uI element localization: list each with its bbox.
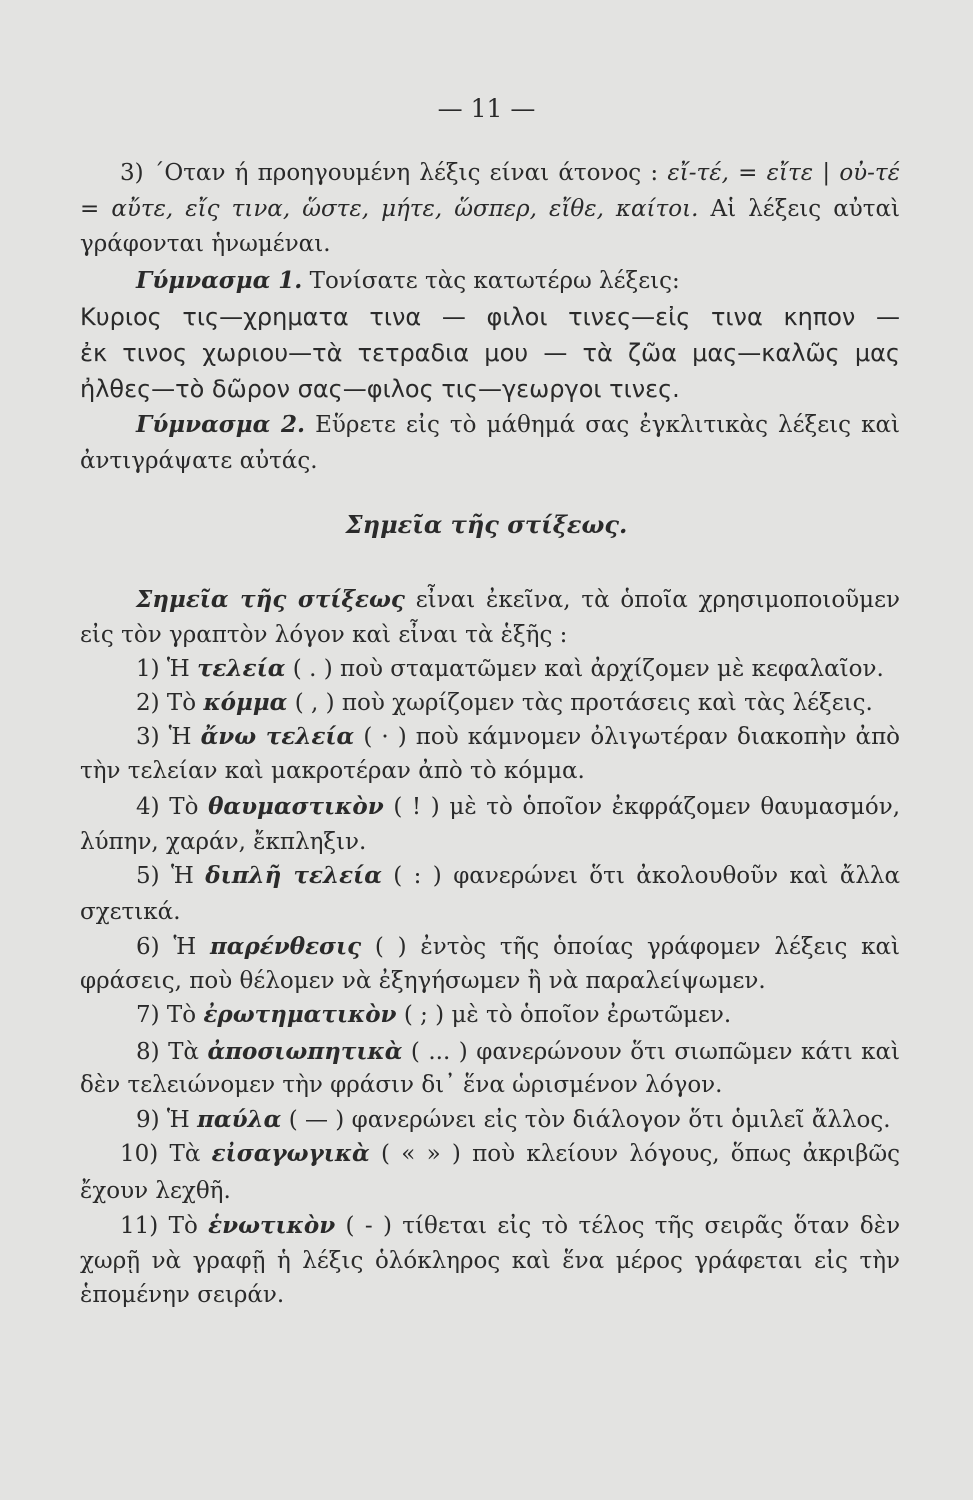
example-words: αὔτε, εἴς τινα, ὥστε, μήτε, ὥσπερ, εἴθε, καίτοι. (111, 196, 699, 222)
item-continuation: φράσεις, ποὺ θέλομεν νὰ ἐξηγήσωμεν ἢ νὰ παραλείψωμεν. (80, 968, 766, 994)
item-continuation: ἑπομένην σειράν. (80, 1282, 285, 1308)
item-article: Ἡ (166, 1107, 190, 1133)
item-text: τίθεται εἰς τὸ τέλος τῆς σειρᾶς ὅταν δὲν (402, 1213, 901, 1239)
item-text: φανερώνει εἰς τὸν διάλογον ὅτι ὁμιλεῖ ἄλλος. (351, 1107, 891, 1133)
item-number: 11) (120, 1213, 159, 1239)
item-number: 1) (136, 656, 160, 682)
item-text: ἐντὸς τῆς ὁποίας γράφομεν λέξεις καὶ (420, 934, 901, 960)
item-number: 9) (136, 1107, 160, 1133)
item-symbol: ( ... ) (410, 1039, 468, 1065)
rule-number: 3) (120, 160, 144, 186)
item-symbol: ( . ) (292, 656, 333, 682)
intro-term: Σημεῖα τῆς στίξεως (136, 586, 405, 613)
rule3-line2 (80, 194, 900, 224)
exercise1-line1: Κυριος τις—χρηματα τινα — φιλοι τινες—εἰς τινα κηπον — (80, 303, 900, 331)
item-text: ποὺ χωρίζομεν τὰς προτάσεις καὶ τὰς λέξεις. (341, 690, 873, 716)
exercise-label: Γύμνασμα 1. (136, 267, 303, 294)
example-word: εἴ-τέ, (667, 160, 729, 186)
exercise-label: Γύμνασμα 2. (136, 411, 306, 438)
item-term: παύλα (197, 1106, 282, 1133)
item-term: κόμμα (203, 689, 288, 716)
item-text: φανερώνουν ὅτι σιωπῶμεν κάτι καὶ (476, 1039, 901, 1065)
item-article: Τὰ (169, 1141, 201, 1167)
item-text: μὲ τὸ ὁποῖον ἐκφράζομεν θαυμασμόν, (449, 794, 901, 820)
exercise1-line2: ἐκ τινος χωριου—τὰ τετραδια μου — τὰ ζῶα μας—καλῶς μας (80, 339, 900, 367)
item-number: 6) (136, 934, 160, 960)
item-article: Τὸ (169, 794, 199, 820)
item-term: τελεία (197, 655, 286, 682)
item-number: 7) (136, 1002, 160, 1028)
list-item (136, 792, 900, 822)
example-word: οὐ-τέ (839, 160, 900, 186)
item-term: ἐρωτηματικὸν (203, 1001, 397, 1028)
item-continuation: λύπην, χαράν, ἔκπληξιν. (80, 829, 367, 855)
item-term: ἀποσιωπητικὰ (207, 1038, 403, 1065)
page-number: — 11 — (437, 94, 536, 123)
item-continuation: σχετικά. (80, 899, 181, 925)
list-item (136, 1105, 900, 1135)
item-text: φανερώνει ὅτι ἀκολουθοῦν καὶ ἄλλα (453, 863, 901, 889)
item-symbol: ( · ) (363, 724, 407, 750)
item-number: 3) (136, 724, 160, 750)
item-symbol: ( ) (374, 934, 407, 960)
item-text: ποὺ κλείουν λόγους, ὅπως ἀκριβῶς (472, 1141, 901, 1167)
rule-text: Αἱ λέξεις αὐταὶ (710, 196, 901, 222)
example-equivalent: = εἴτε | (738, 160, 831, 186)
item-symbol: ( — ) (288, 1107, 345, 1133)
item-text: ποὺ κάμνομεν ὀλιγωτέραν διακοπὴν ἀπὸ (415, 724, 901, 750)
item-continuation: δὲν τελειώνομεν τὴν φράσιν δι᾿ ἕνα ὡρισμένον λόγον. (80, 1072, 723, 1098)
item-article: Ἡ (168, 724, 192, 750)
item-article: Ἡ (166, 656, 190, 682)
exercise2-line1 (136, 410, 900, 440)
item-symbol: ( - ) (345, 1213, 392, 1239)
item-term: ἄνω τελεία (200, 723, 355, 750)
item-number: 8) (136, 1039, 160, 1065)
list-item (136, 861, 900, 891)
section-heading: Σημεῖα τῆς στίξεως. (345, 510, 628, 539)
item-symbol: ( : ) (393, 863, 442, 889)
list-item (136, 688, 900, 718)
item-article: Ἡ (171, 863, 194, 889)
rule3-line3: γράφονται ἡνωμέναι. (80, 231, 331, 257)
intro-text: εἶναι ἐκεῖνα, τὰ ὁποῖα χρησιμοποιοῦμεν (415, 587, 901, 613)
item-article: Τὸ (166, 1002, 197, 1028)
item-term: ἑνωτικὸν (208, 1212, 336, 1239)
item-article: Τὸ (166, 690, 197, 716)
item-continuation: ἔχουν λεχθῆ. (80, 1178, 231, 1204)
item-symbol: ( ! ) (393, 794, 440, 820)
item-continuation: τὴν τελείαν καὶ μακροτέραν ἀπὸ τὸ κόμμα. (80, 758, 585, 784)
item-text: ποὺ σταματῶμεν καὶ ἀρχίζομεν μὲ κεφαλαῖον. (339, 656, 884, 682)
example-equivalent: = (80, 196, 100, 222)
item-term: εἰσαγωγικὰ (211, 1140, 370, 1167)
item-number: 10) (120, 1141, 159, 1167)
exercise1-heading (136, 266, 900, 296)
list-item (136, 722, 900, 752)
item-symbol: ( ; ) (403, 1002, 445, 1028)
item-number: 4) (136, 794, 160, 820)
rule3-line1 (120, 158, 900, 188)
item-number: 5) (136, 863, 160, 889)
list-item (120, 1139, 900, 1169)
item-symbol: ( « » ) (381, 1141, 461, 1167)
exercise-instruction: Εὕρετε εἰς τὸ μάθημά σας ἐγκλιτικὰς λέξεις καὶ (315, 412, 900, 438)
list-item (136, 932, 900, 962)
item-article: Τὸ (168, 1213, 198, 1239)
list-item (136, 654, 900, 684)
list-item (136, 1000, 900, 1030)
list-item (136, 1037, 900, 1067)
exercise1-line3: ἠλθες—τὸ δῶρον σας—φιλος τις—γεωργοι τινες. (80, 375, 680, 403)
rule-text: ΄Οταν ή προηγουμένη λέξις είναι άτονος : (152, 160, 659, 186)
intro-line1 (136, 585, 900, 615)
item-term: διπλῆ τελεία (205, 862, 382, 889)
item-article: Τὰ (168, 1039, 199, 1065)
item-term: παρένθεσις (209, 933, 362, 960)
item-text: μὲ τὸ ὁποῖον ἐρωτῶμεν. (451, 1002, 732, 1028)
intro-line2: εἰς τὸν γραπτὸν λόγον καὶ εἶναι τὰ ἑξῆς : (80, 622, 568, 648)
item-continuation: χωρῇ νὰ γραφῇ ἡ λέξις ὁλόκληρος καὶ ἕνα μέρος γράφεται εἰς τὴν (80, 1248, 900, 1274)
exercise-instruction: Τονίσατε τὰς κατωτέρω λέξεις: (309, 268, 680, 294)
exercise2-line2: ἀντιγράψατε αὐτάς. (80, 448, 318, 474)
list-item (120, 1211, 900, 1241)
item-symbol: ( , ) (294, 690, 335, 716)
item-article: Ἡ (173, 934, 197, 960)
item-number: 2) (136, 690, 160, 716)
item-term: θαυμαστικὸν (208, 793, 384, 820)
